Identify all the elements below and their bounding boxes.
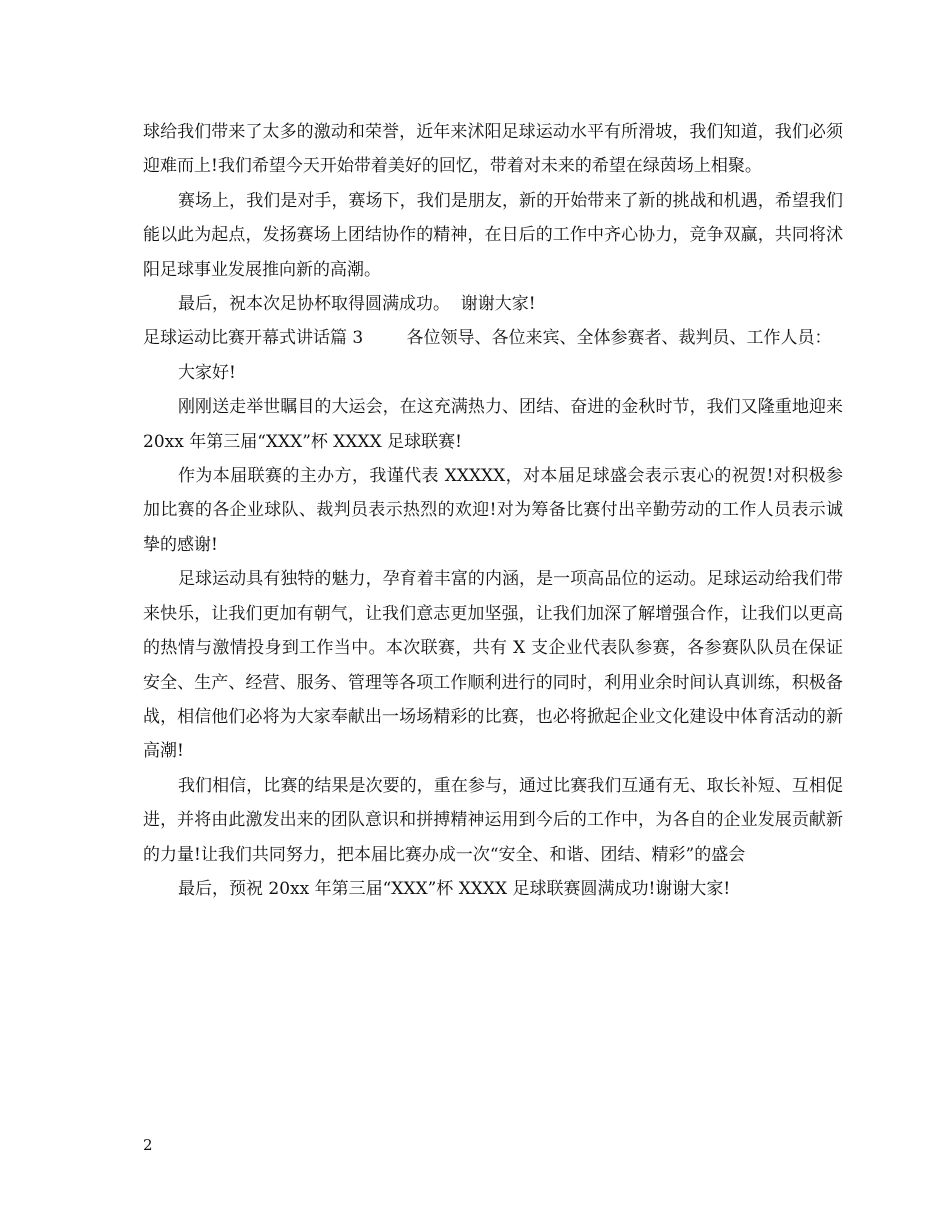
paragraph-6: 刚刚送走举世瞩目的大运会，在这充满热力、团结、奋进的金秋时节，我们又隆重地迎来 20xx 年第三届“XXX”杯 XXXX 足球联赛! [143,397,843,452]
section-heading: 足球运动比赛开幕式讲话篇 3 各位领导、各位来宾、全体参赛者、裁判员、工作人员： [143,328,832,349]
closing-paragraph: 最后，预祝 20xx 年第三届“XXX”杯 XXXX 足球联赛圆满成功!谢谢大家! [178,878,731,899]
paragraph-2: 赛场上，我们是对手，赛场下，我们是朋友，新的开始带来了新的挑战和机遇，希望我们能以此为起点，发扬赛场上团结协作的精神，在日后的工作中齐心协力，竞争双赢，共同将沭阳足球事业发展推向新的高潮。 [143,190,843,280]
paragraph-3: 最后，祝本次足协杯取得圆满成功。 谢谢大家! [178,294,536,315]
paragraph-7: 作为本届联赛的主办方，我谨代表 XXXXX，对本届足球盛会表示衷心的祝贺!对积极参加比赛的各企业球队、裁判员表示热烈的欢迎!对为筹备比赛付出辛勤劳动的工作人员表示诚挚的感谢! [143,466,843,555]
paragraph-1: 球给我们带来了太多的激动和荣誉，近年来沭阳足球运动水平有所滑坡，我们知道，我们必须迎难而上!我们希望今天开始带着美好的回忆，带着对未来的希望在绿茵场上相聚。 [143,122,843,177]
paragraph-9: 我们相信，比赛的结果是次要的，重在参与，通过比赛我们互通有无、取长补短、互相促进，并将由此激发出来的团队意识和拼搏精神运用到今后的工作中，为各自的企业发展贡献新的力量!让我们共同努力，把本届比赛办成一次“安全、和谐、团结、精彩”的盛会 [143,775,843,865]
page-number: 2 [143,1136,153,1154]
paragraph-8: 足球运动具有独特的魅力，孕育着丰富的内涵，是一项高品位的运动。足球运动给我们带来快乐，让我们更加有朝气，让我们意志更加坚强，让我们加深了解增强合作，让我们以更高的热情与激情投身到工作当中。本次联赛，共有 X 支企业代表队参赛，各参赛队队员在保证安全、生产、经营、服务、管理等各项工作顺利进行的同时，利用业余时间认真训练，积极备战，相信他们必将为大家奉献出一场场精彩的比赛，也必将掀起企业文化建设中体育活动的新高潮! [143,569,843,762]
body-text [143,115,843,906]
greeting: 大家好! [178,362,236,383]
